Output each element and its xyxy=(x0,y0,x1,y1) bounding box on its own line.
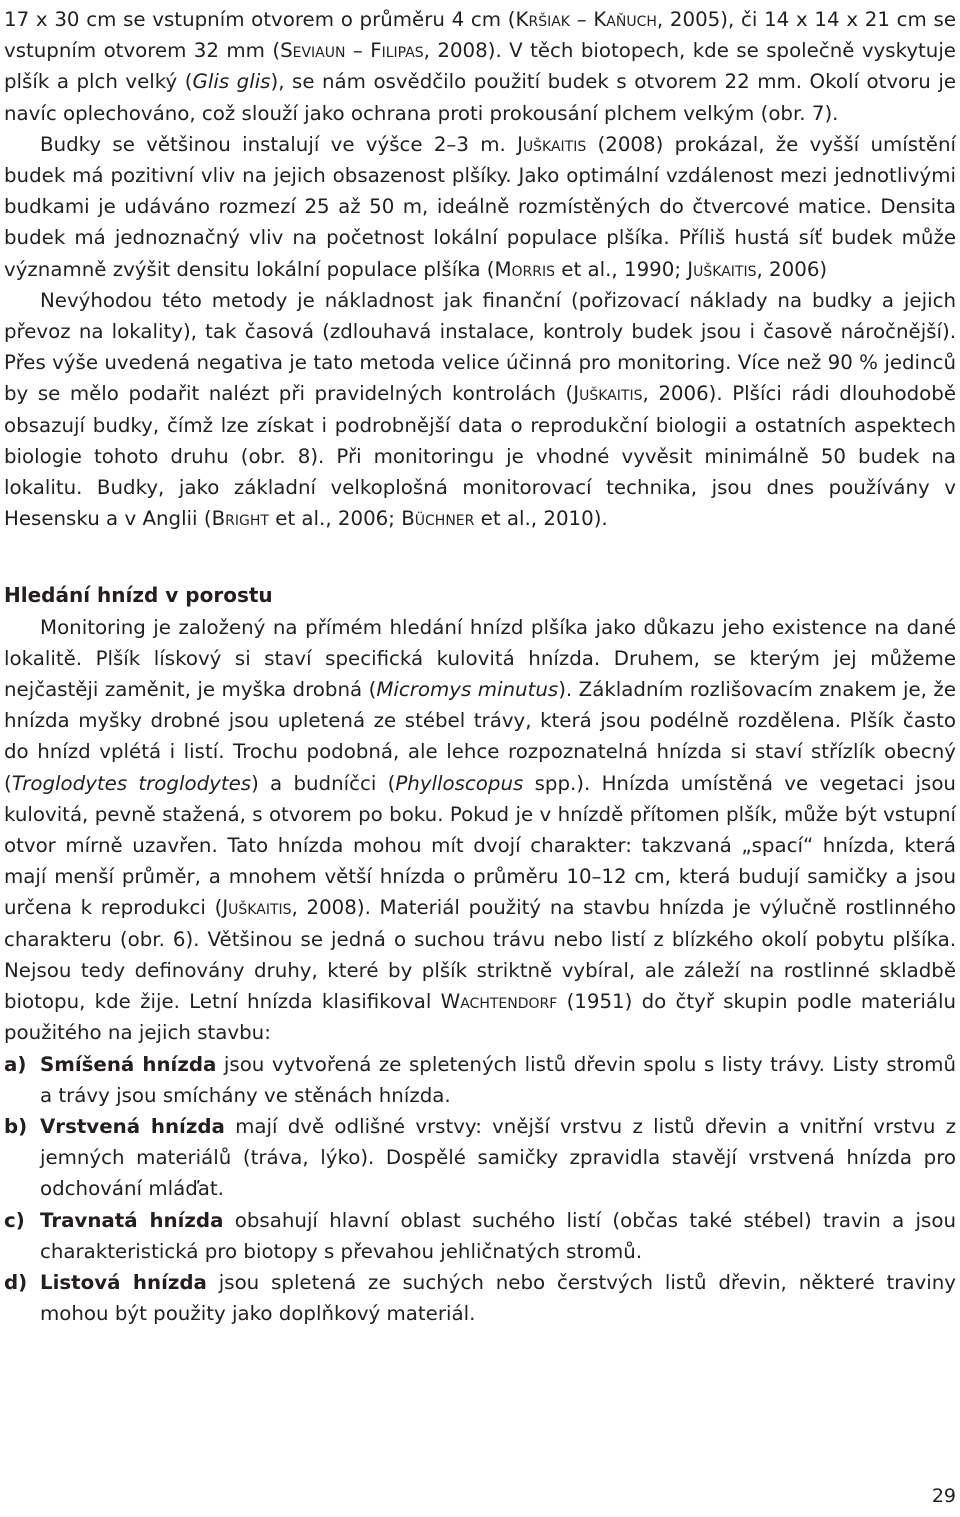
citation-author: Morris xyxy=(494,257,556,281)
list-item xyxy=(4,1111,956,1205)
citation-author: Juškaitis xyxy=(573,382,643,406)
paragraph-2 xyxy=(4,129,956,285)
paragraph-1 xyxy=(4,4,956,129)
paragraph-4 xyxy=(4,612,956,1049)
species-name: Troglodytes troglodytes xyxy=(11,771,252,795)
citation-author: Wachtendorf xyxy=(440,990,558,1014)
text-run: , 2006) xyxy=(756,257,828,281)
section-heading: Hledání hnízd v porostu xyxy=(4,583,273,608)
text-run: , 2005), či 14 x 14 x 21 cm se vstupním otvorem 32 mm ( xyxy=(4,8,956,63)
text-run: Nevýhodou této metody je nákladnost jak finanční (pořizovací náklady na budky a jejich převoz na lokality), tak časová (zdlouhavá instalace, kontroly budek jsou i časově náročnější). Přes výše uvedená negativa je tato metoda velice účinná pro monitoring. Více než 90 % jedinců by se mělo podařit nalézt při pravidelných kontrolách ( xyxy=(4,288,956,406)
list-item xyxy=(4,1205,956,1267)
citation-author: Juškaitis xyxy=(517,132,587,156)
list-item xyxy=(4,1049,956,1111)
list-text: jsou vytvořená ze spletených listů dřevin spolu s listy trávy. Listy stromů a trávy jsou smíchány ve stěnách hnízda. xyxy=(40,1052,956,1107)
list-item-body xyxy=(40,1049,956,1111)
list-item-body xyxy=(40,1267,956,1329)
citation-author: Juškaitis xyxy=(687,257,757,281)
list-marker: b) xyxy=(4,1114,28,1138)
list-text: jsou spletená ze suchých nebo čerstvých listů dřevin, některé traviny mohou být použity jako doplňkový materiál. xyxy=(40,1270,956,1326)
text-run: ) a budníčci ( xyxy=(251,771,396,795)
text-run: ), se nám osvědčilo použití budek s otvorem 22 mm. Okolí otvoru je navíc oplechováno, což slouží jako ochrana proti prokousání plchem velkým (obr. 7). xyxy=(4,70,956,125)
citation-author: Seviaun – Filipas xyxy=(280,39,424,63)
text-run: 17 x 30 cm se vstupním otvorem o průměru 4 cm ( xyxy=(4,8,516,31)
list-text: obsahují hlavní oblast suchého listí (občas také stébel) travin a jsou charakteristická pro biotopy s převahou jehličnatých stromů. xyxy=(40,1208,956,1263)
citation-author: Kršiak – Kaňuch xyxy=(515,8,657,31)
list-item-body xyxy=(40,1111,956,1205)
page-number: 29 xyxy=(931,1485,956,1507)
species-name: Phylloscopus xyxy=(395,771,524,795)
body-text xyxy=(4,4,956,1329)
text-run: et al., 1990; xyxy=(555,257,688,281)
text-run: ). Základním rozlišovacím znakem je, že hnízda myšky drobné jsou upletená ze stébel trávy, která jsou podélně rozdělena. Plšík často do hnízd vplétá i listí. Trochu podobná, ale lehce rozpoznatelná hnízda si staví střízlík obecný ( xyxy=(4,678,956,795)
list-marker: a) xyxy=(4,1052,27,1076)
text-run: et al., 2006; xyxy=(268,507,402,531)
text-run: (2008) prokázal, že vyšší umístění budek má pozitivní vliv na jejich obsazenost plšíky. Jako optimální vzdálenost mezi jednotlivými budkami je udáváno rozmezí 25 až 50 m, ideálně rozmístěných do čtvercové matice. Densita budek má jednoznačný vliv na početnost lokální populace plšíka. Příliš hustá síť budek může významně zvýšit densitu lokální populace plšíka ( xyxy=(4,132,957,281)
list-term: Listová hnízda xyxy=(40,1270,207,1294)
text-run: , 2008). Materiál použitý na stavbu hnízda je výlučně rostlinného charakteru (obr. 6). Většinou se jedná o suchou trávu nebo listí z blízkého okolí pobytu plšíka. Nejsou tedy definovány druhy, které by plšík striktně vybíral, ale záleží na rostlinné skladbě biotopu, kde žije. Letní hnízda klasifikoval xyxy=(4,896,956,1014)
citation-author: Juškaitis xyxy=(222,896,292,920)
list-term: Smíšená hnízda xyxy=(40,1052,217,1076)
species-name: Glis glis xyxy=(192,70,271,94)
list-text: mají dvě odlišné vrstvy: vnější vrstvu z listů dřevin a vnitřní vrstvu z jemných materiálů (tráva, lýko). Dospělé samičky zpravidla stavějí vrstvená hnízda pro odchování mláďat. xyxy=(40,1114,957,1201)
text-run: , 2008). V těch biotopech, kde se společně vyskytuje plšík a plch velký ( xyxy=(4,39,956,94)
list-term: Travnatá hnízda xyxy=(40,1208,224,1232)
list-marker: c) xyxy=(4,1208,25,1232)
list-marker: d) xyxy=(4,1270,28,1294)
text-run: Budky se většinou instalují ve výšce 2–3 m. xyxy=(40,132,518,156)
text-run: et al., 2010). xyxy=(474,507,608,531)
text-run: (1951) do čtyř skupin podle materiálu použitého na jejich stavbu: xyxy=(4,990,956,1045)
citation-author: Büchner xyxy=(401,507,475,531)
list-item-body xyxy=(40,1205,956,1267)
list-item xyxy=(4,1267,956,1329)
text-run: spp.). Hnízda umístěná ve vegetaci jsou kulovitá, pevně stažená, s otvorem po boku. Pokud je v hnízdě přítomen plšík, může být vstupní otvor mírně uzavřen. Tato hnízda mohou mít dvojí charakter: takzvaná „spací“ hnízda, která mají menší průměr, a mnohem větší hnízda o průměru 10–12 cm, která budují samičky a jsou určena k reprodukci ( xyxy=(4,771,956,920)
citation-author: Bright xyxy=(211,507,269,531)
paragraph-3 xyxy=(4,285,956,535)
text-run: Monitoring je založený na přímém hledání hnízd plšíka jako důkazu jeho existence na dané lokalitě. Plšík lískový si staví specifická kulovitá hnízda. Druhem, se kterým jej můžeme nejčastěji zaměnit, je myška drobná ( xyxy=(4,615,956,702)
text-run: , 2006). Plšíci rádi dlouhodobě obsazují budky, čímž lze získat i podrobnější data o reprodukční biologii a ostatních aspektech biologie tohoto druhu (obr. 8). Při monitoringu je vhodné vyvěsit minimálně 50 budek na lokalitu. Budky, jako základní velkoplošná monitorovací technika, jsou dnes používány v Hesensku a v Anglii ( xyxy=(4,382,956,531)
nest-type-list xyxy=(4,1049,956,1330)
list-term: Vrstvená hnízda xyxy=(40,1114,225,1138)
species-name: Micromys minutus xyxy=(376,678,559,702)
